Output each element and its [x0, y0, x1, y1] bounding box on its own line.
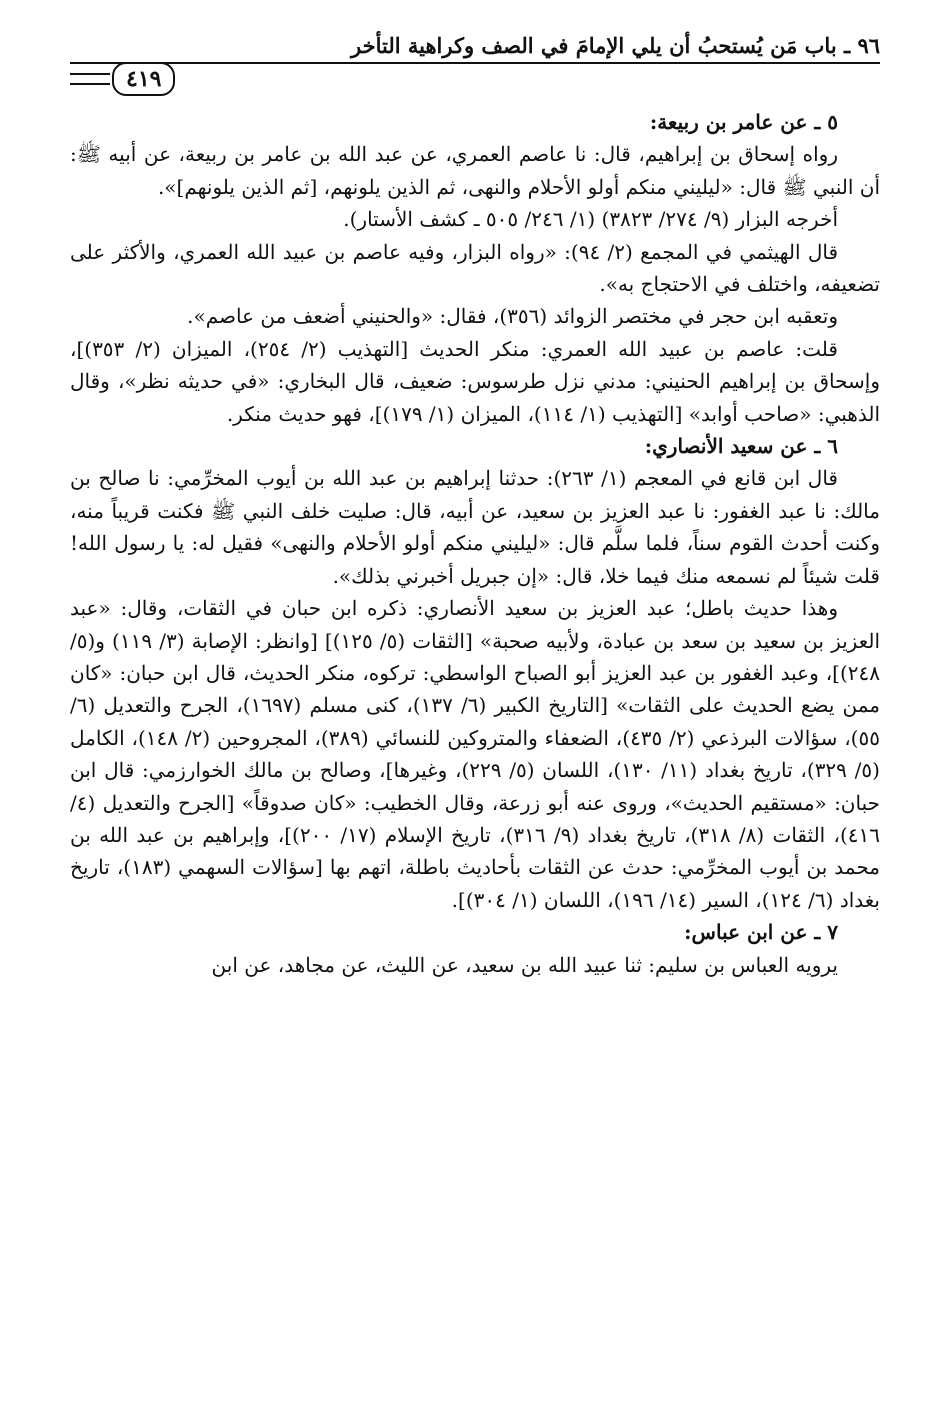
text-paragraph: رواه إسحاق بن إبراهيم، قال: نا عاصم العمري، عن عبد الله بن عامر بن ربيعة، عن أبيه ﷺ: أن النبي ﷺ قال: «ليليني منكم أولو الأحلام والنهى، ثم الذين يلونهم، [ثم الذين يلونهم]».	[70, 142, 880, 199]
page-number-badge	[70, 62, 175, 96]
section-heading: ٥ ـ عن عامر بن ربيعة:	[649, 110, 838, 134]
page	[70, 28, 880, 981]
chapter-title: ٩٦ ـ باب مَن يُستحبُ أن يلي الإمامَ في الصف وكراهية التأخر	[351, 32, 880, 58]
text-paragraph: أخرجه البزار (٩/ ٢٧٤/ ٣٨٢٣) (١/ ٢٤٦/ ٥٠٥ ـ كشف الأستار).	[343, 207, 838, 232]
running-header	[70, 28, 880, 64]
text-paragraph: قلت: عاصم بن عبيد الله العمري: منكر الحديث [التهذيب (٢/ ٢٥٤)، الميزان (٢/ ٣٥٣)]، وإسحاق بن إبراهيم الحنيني: مدني نزل طرسوس: ضعيف، قال البخاري: «في حديثه نظر»، وقال الذهبي: «صاحب أوابد» [التهذيب (١/ ١١٤)، الميزان (١/ ١٧٩)]، فهو حديث منكر.	[70, 336, 880, 426]
page-number: ٤١٩	[112, 62, 175, 96]
text-paragraph: قال ابن قانع في المعجم (١/ ٢٦٣): حدثنا إبراهيم بن عبد الله بن أيوب المخرِّمي: نا صالح بن مالك: نا عبد الغفور: نا عبد العزيز بن سعيد، عن أبيه، قال: صليت خلف النبي ﷺ فكنت قريباً منه، وكنت أحدث القوم سناً، فلما سلَّم قال: «ليليني منكم أولو الأحلام والنهى» فقيل له: يا رسول الله! قلت شيئاً لم نسمعه منك فيما خلا، قال: «إن جبريل أخبرني بذلك».	[70, 466, 880, 588]
text-paragraph: وهذا حديث باطل؛ عبد العزيز بن سعيد الأنصاري: ذكره ابن حبان في الثقات، وقال: «عبد العزيز بن سعيد بن سعد بن عبادة، ولأبيه صحبة» [الثقات (٥/ ١٢٥)] [وانظر: الإصابة (٣/ ١١٩) و(٥/ ٢٤٨)]، وعبد الغفور بن عبد العزيز أبو الصباح الواسطي: تركوه، منكر الحديث، قال ابن حبان: «كان ممن يضع الحديث على الثقات» [التاريخ الكبير (٦/ ١٣٧)، كنى مسلم (١٦٩٧)، الجرح والتعديل (٦/ ٥٥)، سؤالات البرذعي (٢/ ٤٣٥)، الضعفاء والمتروكين للنسائي (٣٨٩)، المجروحين (٢/ ١٤٨)، الكامل (٥/ ٣٢٩)، تاريخ بغداد (١١/ ١٣٠)، اللسان (٥/ ٢٢٩)، وغيرها]، وصالح بن مالك الخوارزمي: قال ابن حبان: «مستقيم الحديث»، وروى عنه أبو زرعة، وقال الخطيب: «كان صدوقاً» [الجرح والتعديل (٤/ ٤١٦)، الثقات (٨/ ٣١٨)، تاريخ بغداد (٩/ ٣١٦)، تاريخ الإسلام (١٧/ ٢٠٠)]، وإبراهيم بن عبد الله بن محمد بن أيوب المخرِّمي: حدث عن الثقات بأحاديث باطلة، اتهم بها [سؤالات السهمي (١٨٣)، تاريخ بغداد (٦/ ١٢٤)، السير (١٤/ ١٩٦)، اللسان (١/ ٣٠٤)].	[70, 596, 881, 912]
text-paragraph: وتعقبه ابن حجر في مختصر الزوائد (٣٥٦)، فقال: «والحنيني أضعف من عاصم».	[187, 304, 838, 329]
section-heading: ٦ ـ عن سعيد الأنصاري:	[644, 434, 838, 459]
text-paragraph: قال الهيثمي في المجمع (٢/ ٩٤): «رواه البزار، وفيه عاصم بن عبيد الله العمري، والأكثر على تضعيفه، واختلف في الاحتجاج به».	[70, 239, 880, 297]
header-rule-ornament	[70, 73, 110, 85]
page-body	[70, 106, 880, 981]
section-heading: ٧ ـ عن ابن عباس:	[684, 920, 838, 945]
text-paragraph: يرويه العباس بن سليم: ثنا عبيد الله بن سعيد، عن الليث، عن مجاهد، عن ابن	[211, 952, 838, 977]
